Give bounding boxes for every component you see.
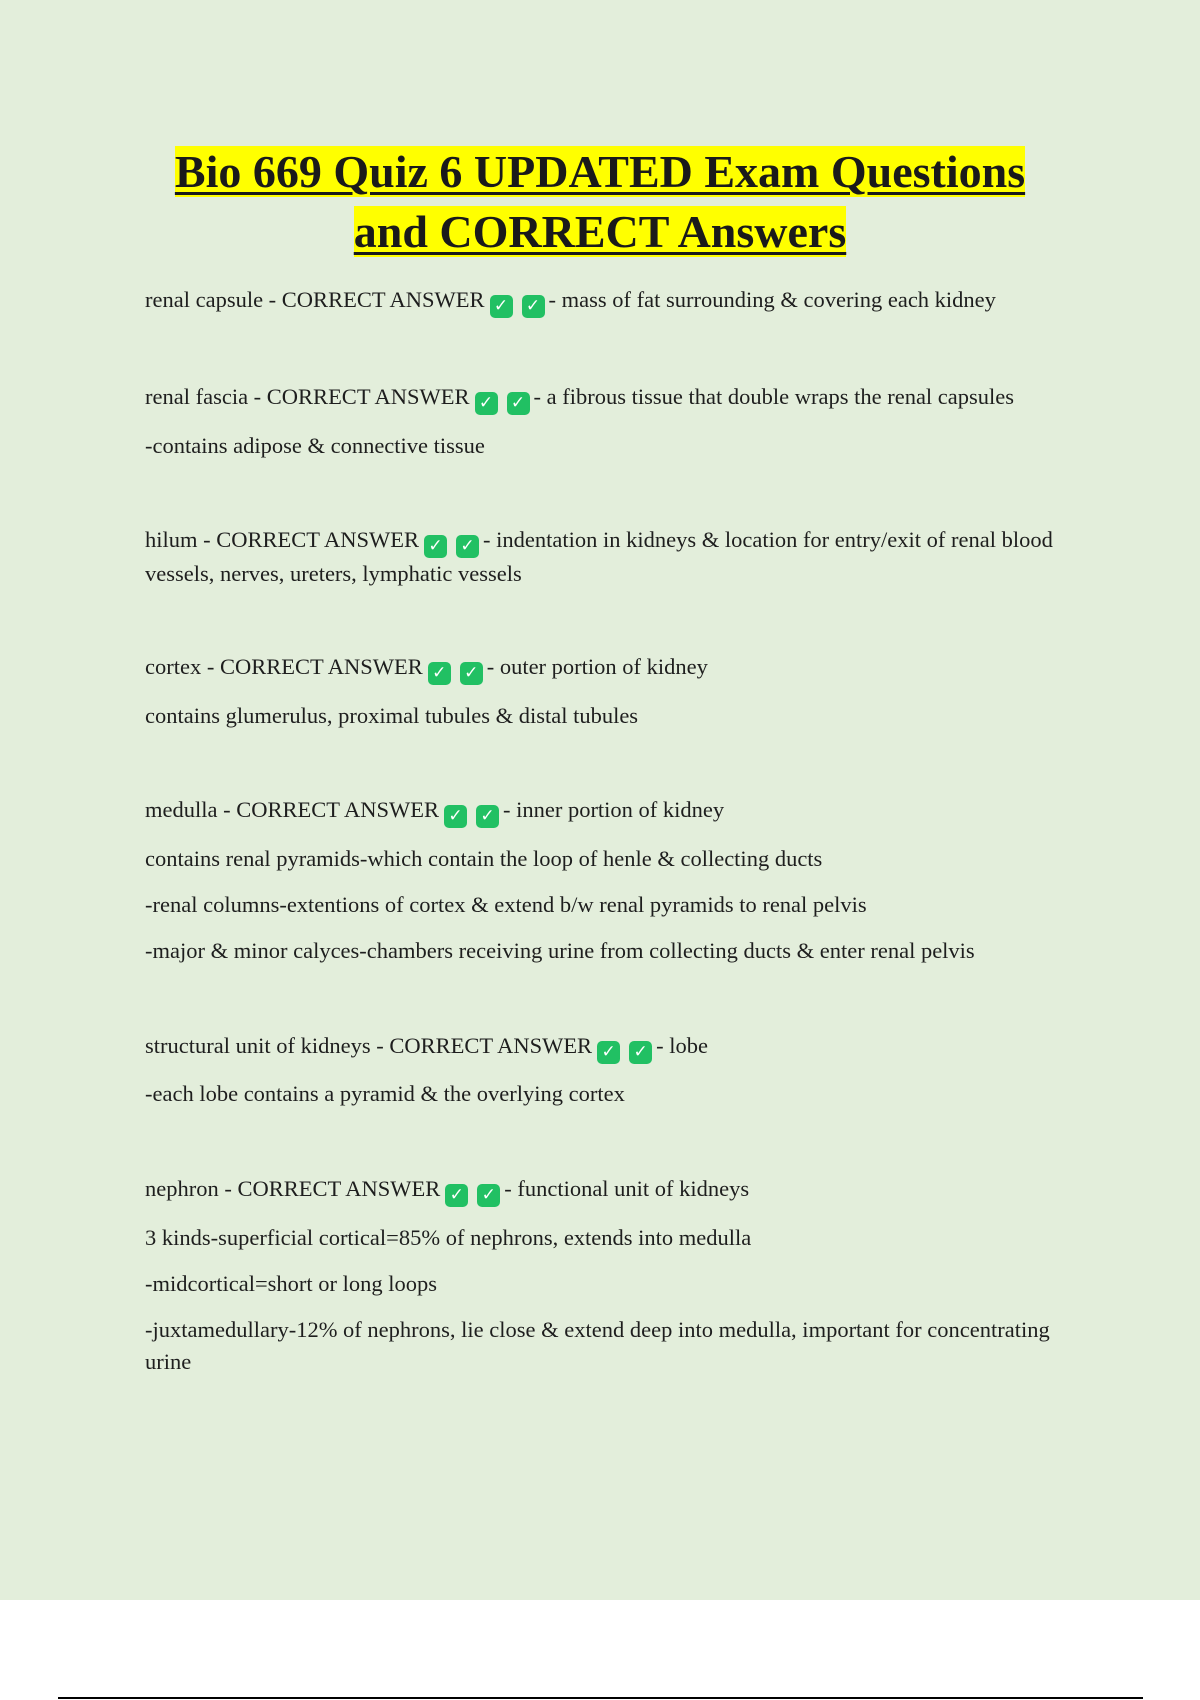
qa-entry-hilum (145, 524, 1085, 590)
check-icon: ✓ (629, 1041, 652, 1064)
term-text: renal fascia - CORRECT ANSWER (145, 384, 470, 409)
term-text: structural unit of kidneys - CORRECT ANSWER (145, 1033, 593, 1058)
term-text: nephron - CORRECT ANSWER (145, 1176, 441, 1201)
qa-entry-renal-capsule (145, 284, 1085, 318)
check-icon: ✓ (460, 662, 483, 685)
term-text: medulla - CORRECT ANSWER (145, 797, 439, 822)
extra-line: -contains adipose & connective tissue (145, 433, 485, 458)
title-line-1: Bio 669 Quiz 6 UPDATED Exam Questions (174, 146, 1026, 197)
extra-line: -major & minor calyces-chambers receiving urine from collecting ducts & enter renal pelvis (145, 938, 975, 963)
check-icon: ✓ (476, 805, 499, 828)
qa-first-line (145, 651, 1085, 685)
check-icon: ✓ (445, 1184, 468, 1207)
footer-divider (58, 1697, 1143, 1699)
extra-line: 3 kinds-superficial cortical=85% of nephrons, extends into medulla (145, 1225, 752, 1250)
qa-entry-nephron (145, 1173, 1085, 1378)
qa-first-line (145, 1173, 1085, 1207)
qa-first-line (145, 381, 1085, 415)
qa-first-line (145, 1030, 1085, 1064)
check-icon: ✓ (522, 295, 545, 318)
definition-text: - indentation in kidneys & location for entry/exit of renal blood vessels, nerves, ureters, lymphatic vessels (145, 527, 1059, 586)
qa-first-line (145, 794, 1085, 828)
term-text: hilum - CORRECT ANSWER (145, 527, 419, 552)
term-text: cortex - CORRECT ANSWER (145, 654, 423, 679)
check-icon: ✓ (477, 1184, 500, 1207)
extra-line: contains renal pyramids-which contain the loop of henle & collecting ducts (145, 846, 823, 871)
extra-line: -renal columns-extentions of cortex & extend b/w renal pyramids to renal pelvis (145, 892, 867, 917)
qa-entry-medulla (145, 794, 1085, 967)
extra-line: -midcortical=short or long loops (145, 1271, 438, 1296)
extra-line: -each lobe contains a pyramid & the overlying cortex (145, 1081, 625, 1106)
definition-text: - outer portion of kidney (486, 654, 708, 679)
definition-text: - functional unit of kidneys (504, 1176, 750, 1201)
qa-first-line (145, 524, 1085, 590)
definition-text: - lobe (656, 1033, 708, 1058)
qa-entry-structural-unit (145, 1030, 1085, 1110)
check-icon: ✓ (428, 662, 451, 685)
check-icon: ✓ (424, 535, 447, 558)
definition-text: - a fibrous tissue that double wraps the renal capsules (533, 384, 1015, 409)
qa-entry-renal-fascia (145, 381, 1085, 462)
check-icon: ✓ (444, 805, 467, 828)
check-icon: ✓ (507, 392, 530, 415)
check-icon: ✓ (475, 392, 498, 415)
check-icon: ✓ (597, 1041, 620, 1064)
qa-entry-cortex (145, 651, 1085, 732)
definition-text: - inner portion of kidney (502, 797, 725, 822)
check-icon: ✓ (490, 295, 513, 318)
extra-line: -juxtamedullary-12% of nephrons, lie close & extend deep into medulla, important for concentrating urine (145, 1317, 1056, 1374)
qa-first-line (145, 284, 1085, 318)
term-text: renal capsule - CORRECT ANSWER (145, 287, 485, 312)
page-footer (0, 1600, 1200, 1700)
check-icon: ✓ (456, 535, 479, 558)
definition-text: - mass of fat surrounding & covering each kidney (548, 287, 996, 312)
extra-line: contains glumerulus, proximal tubules & distal tubules (145, 703, 639, 728)
title-line-2: and CORRECT Answers (353, 206, 847, 257)
document-title (0, 142, 1200, 262)
